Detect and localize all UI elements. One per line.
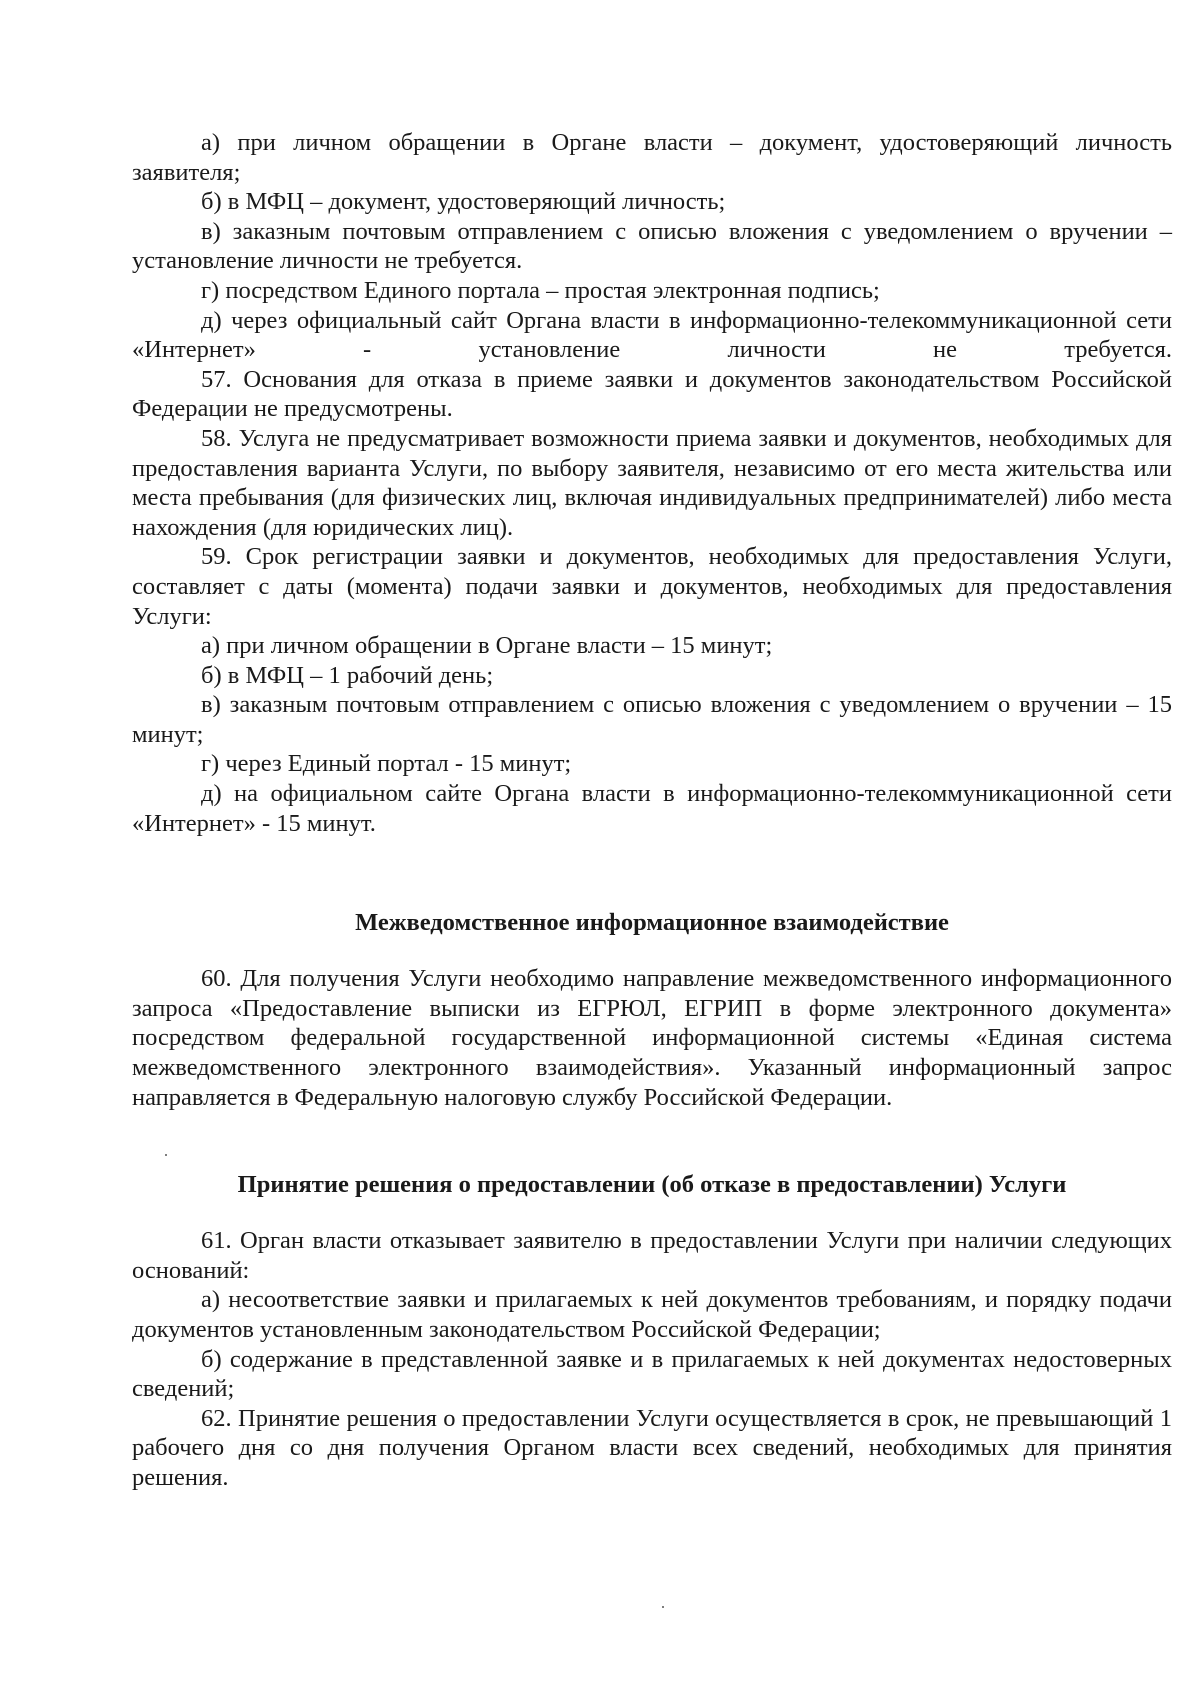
paragraph-61-a: а) несоответствие заявки и прилагаемых к ней документов требованиям, и порядку подачи документов установленным законодательством Российской Федерации; [132,1286,1172,1343]
paragraph-61-b: б) содержание в представленной заявке и в прилагаемых к ней документах недостоверных сведений; [132,1345,1172,1403]
paragraph-59-g: г) через Единый портал - 15 минут; [201,750,572,778]
paragraph-59-a: а) при личном обращении в Органе власти – 15 минут; [201,632,773,660]
section-heading-decision: Принятие решения о предоставлении (об отказе в предоставлении) Услуги [237,1171,1067,1199]
scan-speck [662,1606,664,1608]
paragraph-62: 62. Принятие решения о предоставлении Услуги осуществляется в срок, не превышающий 1 рабочего дня со дня получения Органом власти всех сведений, необходимых для принятия решения. [132,1404,1172,1491]
paragraph-d-website: д) через официальный сайт Органа власти в информационно-телекоммуникационной сети «Интернет» - установление личности не требуется. [132,306,1172,364]
paragraph-57: 57. Основания для отказа в приеме заявки и документов законодательством Российской Федерации не предусмотрены. [132,365,1172,423]
paragraph-61: 61. Орган власти отказывает заявителю в предоставлении Услуги при наличии следующих оснований: [132,1227,1172,1284]
paragraph-59-b: б) в МФЦ – 1 рабочий день; [201,661,494,689]
scan-speck [165,1154,167,1156]
section-heading-interagency: Межведомственное информационное взаимодействие [355,909,949,937]
paragraph-58: 58. Услуга не предусматривает возможности приема заявки и документов, необходимых для предоставления варианта Услуги, по выбору заявителя, независимо от его места жительства или места пребывания (для физических лиц, включая индивидуальных предпринимателей) либо места нахождения (для юридических лиц). [132,424,1172,541]
paragraph-59: 59. Срок регистрации заявки и документов, необходимых для предоставления Услуги, составляет с даты (момента) подачи заявки и документов, необходимых для предоставления Услуги: [132,543,1172,630]
paragraph-b-mfc: б) в МФЦ – документ, удостоверяющий личность; [201,188,726,216]
paragraph-60: 60. Для получения Услуги необходимо направление межведомственного информационного запроса «Предоставление выписки из ЕГРЮЛ, ЕГРИП в форме электронного документа» посредством федеральной государственной информационной системы «Единая система межведомственного электронного взаимодействия». Указанный информационный запрос направляется в Федеральную налоговую службу Российской Федерации. [132,965,1172,1111]
paragraph-a-identity: а) при личном обращении в Органе власти – документ, удостоверяющий личность заявителя; [132,129,1172,186]
paragraph-v-mail: в) заказным почтовым отправлением с описью вложения с уведомлением о вручении – установление личности не требуется. [132,217,1172,275]
paragraph-59-v: в) заказным почтовым отправлением с описью вложения с уведомлением о вручении – 15 минут; [132,691,1172,748]
paragraph-g-portal: г) посредством Единого портала – простая электронная подпись; [201,276,880,304]
paragraph-59-d: д) на официальном сайте Органа власти в информационно-телекоммуникационной сети «Интернет» - 15 минут. [132,780,1172,837]
document-page [132,128,1172,1493]
